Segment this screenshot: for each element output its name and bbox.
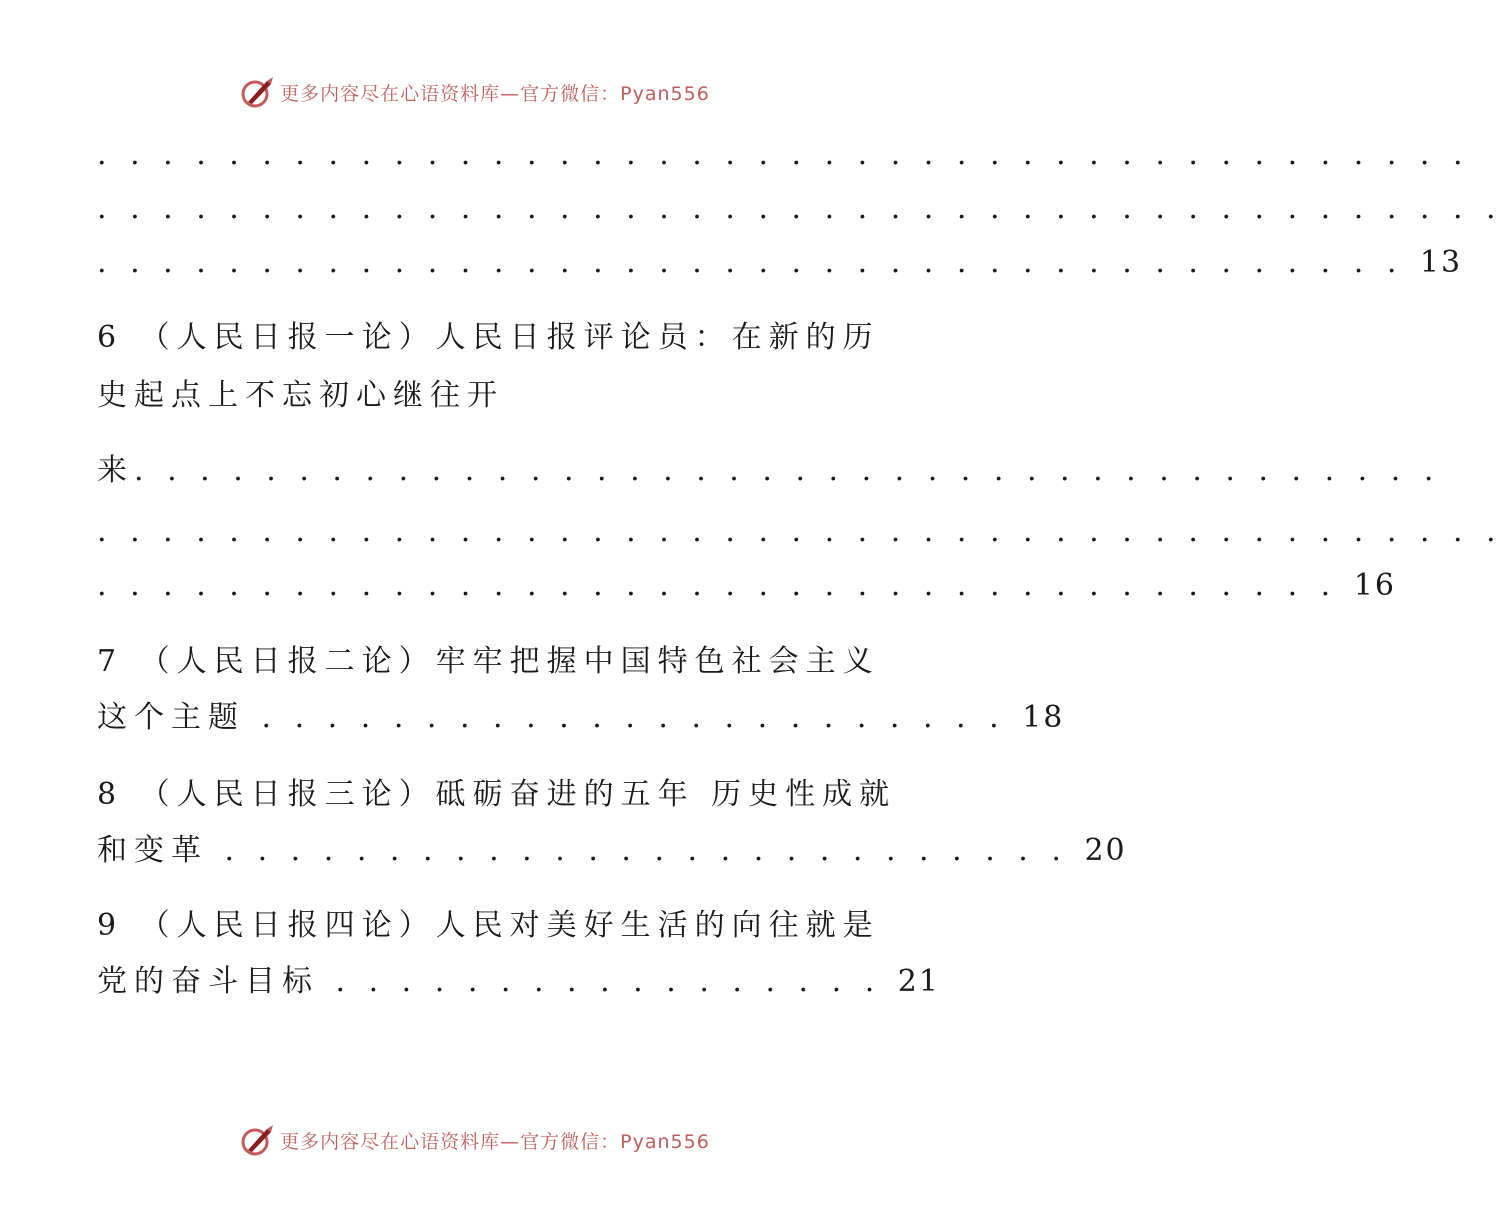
toc-leader: . . . . . . . . . . . . . . . . . . . . . . . . . . . . . . . . . . . . . .	[97, 568, 1338, 603]
toc-page-number: 20	[1084, 833, 1127, 868]
toc-entry-title: 这个主题 . . . . . . . . . . . . . . . . . . . . . . .	[97, 700, 1006, 735]
toc-line	[97, 696, 1065, 740]
page-footer-watermark	[0, 1120, 950, 1160]
watermark-text: 更多内容尽在心语资料库—官方微信：Pyan556	[280, 1130, 710, 1153]
toc-entry-title: 6 （人民日报一论）人民日报评论员：在新的历	[97, 320, 880, 355]
watermark-text: 更多内容尽在心语资料库—官方微信：Pyan556	[280, 82, 710, 105]
toc-line: . . . . . . . . . . . . . . . . . . . . . . . . . . . . . . . . . . . . . . . . . .	[97, 137, 1470, 172]
toc-entry-title: 7 （人民日报二论）牢牢把握中国特色社会主义	[97, 644, 880, 679]
toc-entry-title: 史起点上不忘初心继往开	[97, 378, 504, 413]
toc-page-number: 16	[1353, 568, 1396, 603]
pen-quill-logo-icon	[240, 75, 274, 109]
toc-line	[97, 241, 1463, 285]
toc-line	[97, 564, 1396, 608]
page-header-watermark	[0, 72, 950, 112]
toc-page-number: 18	[1022, 700, 1065, 735]
toc-line	[97, 960, 940, 1004]
toc-page-number: 13	[1419, 245, 1463, 280]
toc-entry-title: 和变革 . . . . . . . . . . . . . . . . . . . . . . . . . .	[97, 833, 1068, 868]
toc-entry-title: 9 （人民日报四论）人民对美好生活的向往就是	[97, 908, 880, 943]
pen-quill-logo-icon	[240, 1123, 274, 1157]
toc-line: 来. . . . . . . . . . . . . . . . . . . . . . . . . . . . . . . . . . . . . . . .	[97, 453, 1441, 488]
toc-line: . . . . . . . . . . . . . . . . . . . . . . . . . . . . . . . . . . . . . . . . . . .	[97, 514, 1503, 549]
toc-line	[97, 829, 1127, 873]
toc-entry-title: 8 （人民日报三论）砥砺奋进的五年 历史性成就	[97, 777, 897, 812]
toc-page-number: 21	[897, 964, 940, 999]
toc-entry-title: 党的奋斗目标 . . . . . . . . . . . . . . . . .	[97, 964, 882, 999]
toc-leader: . . . . . . . . . . . . . . . . . . . . . . . . . . . . . . . . . . . . . . . .	[97, 245, 1404, 280]
toc-line: . . . . . . . . . . . . . . . . . . . . . . . . . . . . . . . . . . . . . . . . . . .	[97, 191, 1503, 226]
